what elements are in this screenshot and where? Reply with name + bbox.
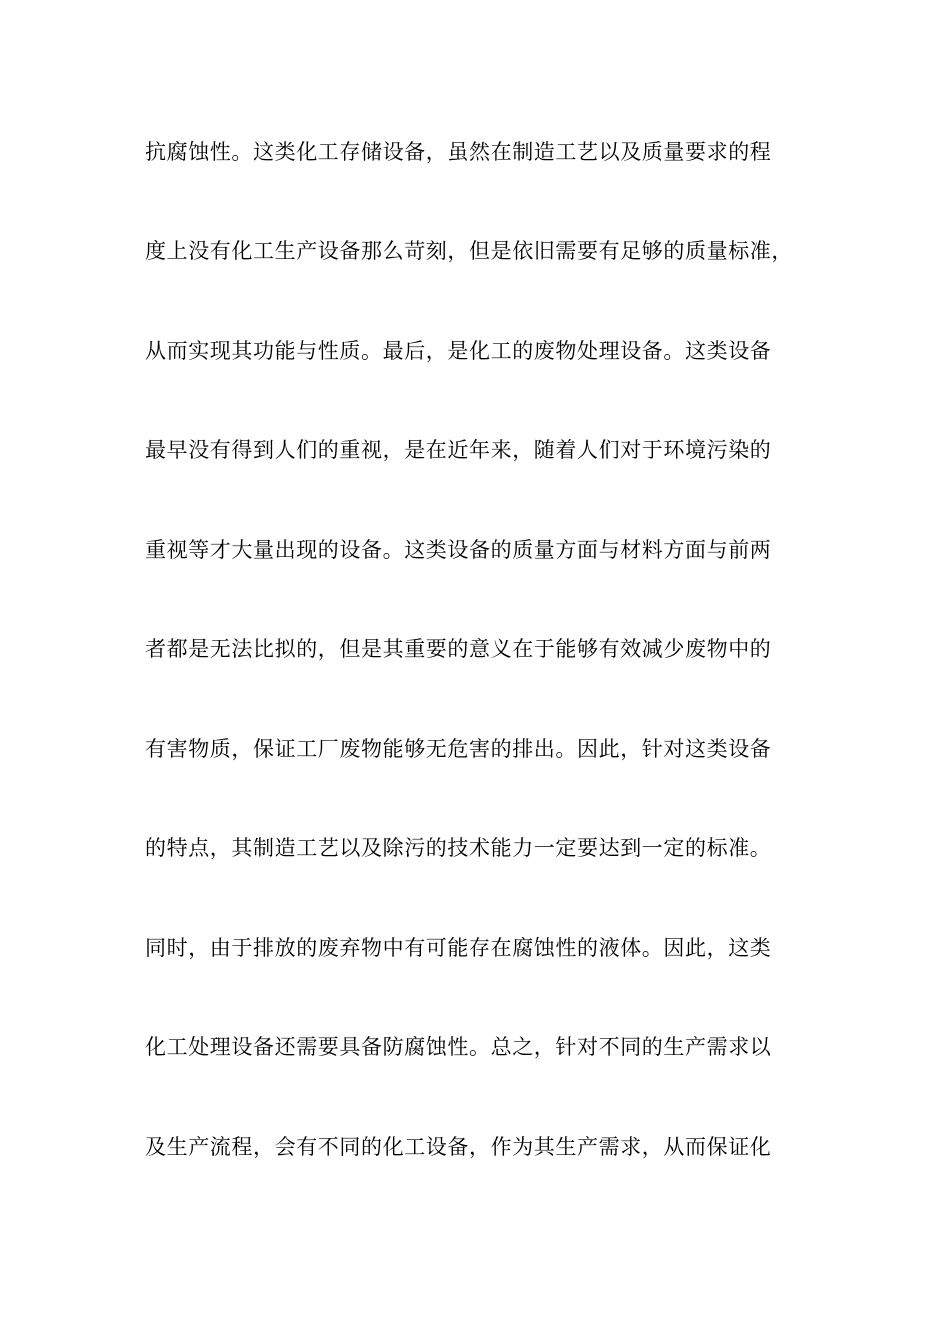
paragraph-line: 及生产流程，会有不同的化工设备，作为其生产需求，从而保证化 bbox=[145, 1135, 772, 1159]
paragraph-line: 从而实现其功能与性质。最后，是化工的废物处理设备。这类设备 bbox=[145, 339, 772, 363]
paragraph-line: 同时，由于排放的废弃物中有可能存在腐蚀性的液体。因此，这类 bbox=[145, 936, 772, 960]
paragraph-line: 度上没有化工生产设备那么苛刻，但是依旧需要有足够的质量标准， bbox=[145, 239, 793, 263]
paragraph-line: 有害物质，保证工厂废物能够无危害的排出。因此，针对这类设备 bbox=[145, 737, 772, 761]
paragraph-line: 抗腐蚀性。这类化工存储设备，虽然在制造工艺以及质量要求的程 bbox=[145, 140, 772, 164]
paragraph-line: 重视等才大量出现的设备。这类设备的质量方面与材料方面与前两 bbox=[145, 538, 772, 562]
paragraph-line: 的特点，其制造工艺以及除污的技术能力一定要达到一定的标准。 bbox=[145, 836, 772, 860]
paragraph-line: 者都是无法比拟的，但是其重要的意义在于能够有效减少废物中的 bbox=[145, 637, 772, 661]
paragraph-line: 化工处理设备还需要具备防腐蚀性。总之，针对不同的生产需求以 bbox=[145, 1035, 772, 1059]
paragraph-line: 最早没有得到人们的重视，是在近年来，随着人们对于环境污染的 bbox=[145, 438, 772, 462]
